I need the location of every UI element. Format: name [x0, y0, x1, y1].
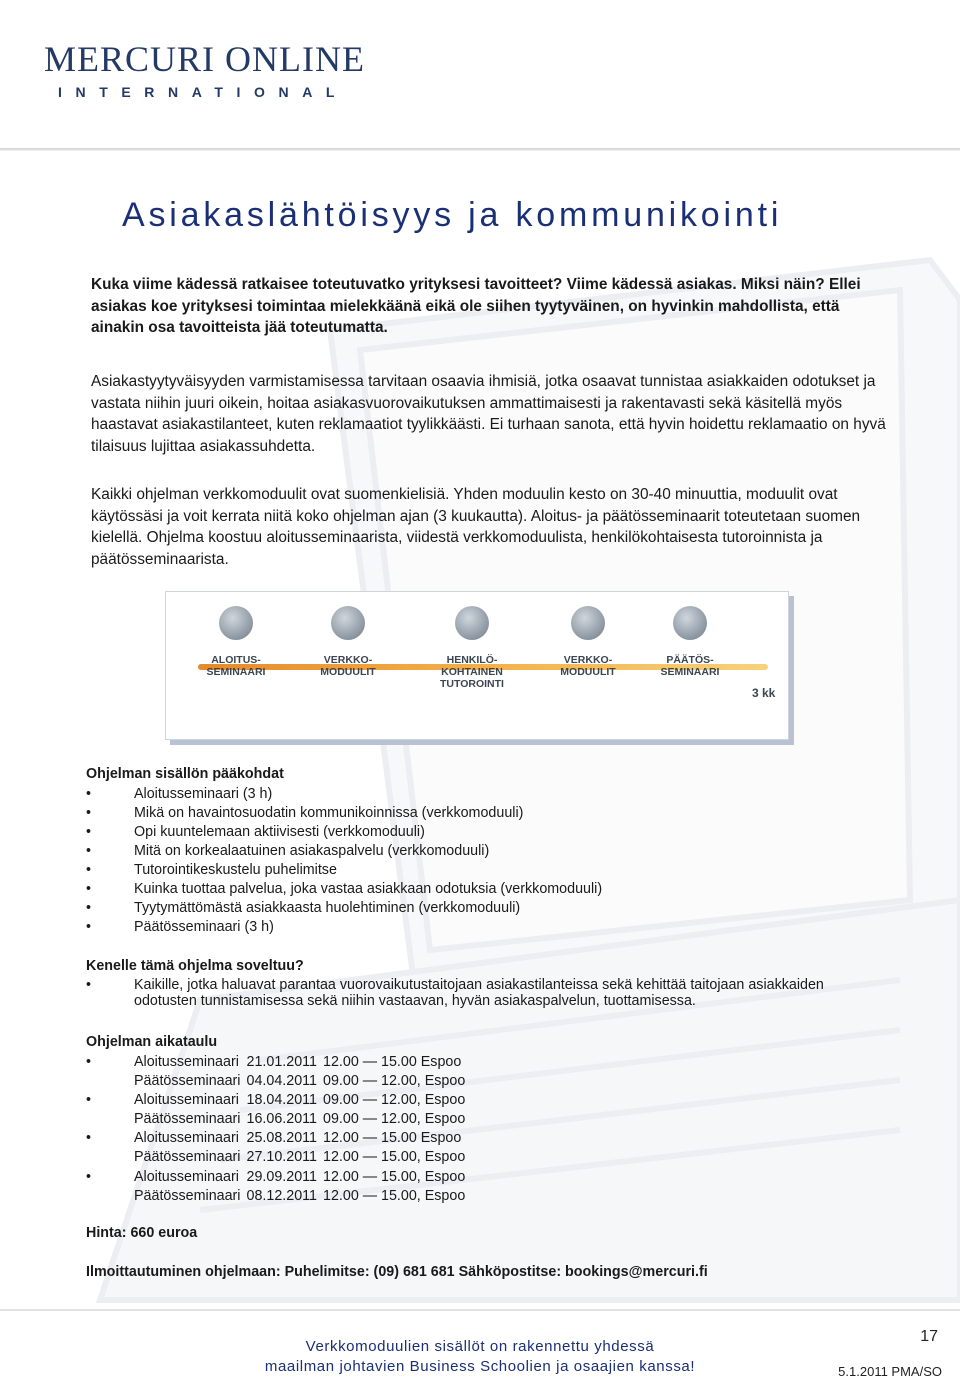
contents-heading: Ohjelman sisällön pääkohdat — [86, 766, 284, 782]
table-row: • Aloitusseminaari 18.04.2011 09.00 — 12.00, Espoo — [86, 1092, 466, 1109]
list-item: • Aloitusseminaari (3 h) — [86, 785, 602, 804]
audience-heading: Kenelle tämä ohjelma soveltuu? — [86, 958, 304, 974]
step-label: VERKKO- MODUULIT — [320, 654, 376, 678]
schedule-table — [86, 1053, 471, 1206]
step-verkkomoduulit-2 — [538, 606, 638, 678]
table-row: Päätösseminaari 16.06.2011 09.00 — 12.00, Espoo — [134, 1111, 466, 1128]
step-label: PÄÄTÖS- SEMINAARI — [660, 654, 720, 678]
list-item: • Kuinka tuottaa palvelua, joka vastaa asiakkaan odotuksia (verkkomoduuli) — [86, 880, 602, 899]
schedule-heading: Ohjelman aikataulu — [86, 1034, 218, 1050]
intro-paragraph: Kuka viime kädessä ratkaisee toteutuvatko yrityksesi tavoitteet? Viime kädessä asiakas. Miksi näin? Ellei asiakas koe yrityksesi toimintaa mielekkäänä eikä ole siihen tyytyväinen, on hyvinkin mahdollista, että ainakin osa tavoitteista jää toteutumatta. — [91, 276, 861, 336]
page-number: 17 — [920, 1328, 938, 1345]
list-item: • Päätösseminaari (3 h) — [86, 918, 602, 937]
contents-list — [86, 785, 602, 937]
list-item: • Tyytymättömästä asiakkaasta huolehtiminen (verkkomoduuli) — [86, 899, 602, 918]
step-verkkomoduulit-1 — [298, 606, 398, 678]
program-steps — [186, 606, 776, 716]
list-item: • Opi kuuntelemaan aktiivisesti (verkkomoduuli) — [86, 823, 602, 842]
list-item: • Mikä on havaintosuodatin kommunikoinnissa (verkkomoduuli) — [86, 804, 602, 823]
step-aloitusseminaari — [186, 606, 286, 678]
laptop-icon — [571, 606, 605, 640]
step-paatosseminaari — [640, 606, 740, 678]
table-row: • Aloitusseminaari 29.09.2011 12.00 — 15.00, Espoo — [86, 1168, 466, 1185]
webcam-icon — [455, 606, 489, 640]
table-row: Päätösseminaari 27.10.2011 12.00 — 15.00, Espoo — [134, 1149, 466, 1166]
footer-date: 5.1.2011 PMA/SO — [838, 1364, 942, 1379]
table-row: • Aloitusseminaari 25.08.2011 12.00 — 15.00 Espoo — [86, 1130, 462, 1147]
people-icon — [673, 606, 707, 640]
step-label: VERKKO- MODUULIT — [560, 654, 616, 678]
people-icon — [219, 606, 253, 640]
mercuri-logo — [44, 38, 374, 108]
page-title: Asiakaslähtöisyys ja kommunikointi — [122, 196, 783, 234]
audience-list — [86, 977, 866, 1009]
table-row: • Aloitusseminaari 21.01.2011 12.00 — 15.00 Espoo — [86, 1054, 462, 1070]
logo-main-text: MERCURI ONLINE — [44, 39, 365, 79]
program-diagram — [165, 591, 789, 740]
modules-paragraph: Kaikki ohjelman verkkomoduulit ovat suomenkielisiä. Yhden moduulin kesto on 30-40 minuuttia, moduulit ovat käytössäsi ja voit kerrata niitä koko ohjelman ajan (3 kuukautta). Aloitus- ja päätösseminaarit toteutetaan suomen kielellä. Ohjelma koostuu aloitusseminaarista, viidestä verkkomoduulista, henkilökohtaisesta tutoroinnista ja päätösseminaarista. — [91, 486, 861, 568]
duration-label: 3 kk — [752, 686, 776, 700]
registration-text: Ilmoittautuminen ohjelmaan: Puhelimitse: (09) 681 681 Sähköpostitse: bookings@mercuri.fi — [86, 1264, 708, 1280]
table-row: Päätösseminaari 08.12.2011 12.00 — 15.00, Espoo — [134, 1187, 466, 1204]
step-label: HENKILÖ- KOHTAINEN TUTOROINTI — [440, 654, 504, 690]
list-item: • Tutorointikeskustelu puhelimitse — [86, 861, 602, 880]
price-text: Hinta: 660 euroa — [86, 1225, 198, 1241]
footer-divider — [0, 1309, 960, 1311]
header-divider — [0, 148, 960, 151]
satisfaction-paragraph: Asiakastyytyväisyyden varmistamisessa tarvitaan osaavia ihmisiä, jotka osaavat tunnistaa asiakkaiden odotukset ja vastata niihin juuri oikein, hoitaa asiakasvuorovaikutuksen ammattimaisesti ja rakentavasti sekä käsitellä myös haastavat asiakastilanteet, kuten reklamaatiot tyylikkäästi. Ei turhaan sanota, että hyvin hoidettu reklamaatio on hyvä tilaisuus lujittaa asiakassuhdetta. — [91, 373, 886, 455]
footer-line-1: Verkkomoduulien sisällöt on rakennettu yhdessä — [305, 1338, 655, 1355]
logo-sub-text: INTERNATIONAL — [58, 84, 349, 100]
step-label: ALOITUS- SEMINAARI — [206, 654, 266, 678]
list-item: • Kaikille, jotka haluavat parantaa vuorovaikutustaitojaan asiakastilanteissa sekä kehittää taitojaan asiakkaiden odotusten tunnistamisessa sekä niihin vastaavan, hyvän asiakaspalvelun, tuottamisessa. — [86, 977, 866, 1009]
table-row: Päätösseminaari 04.04.2011 09.00 — 12.00, Espoo — [134, 1073, 466, 1090]
list-item: • Mitä on korkealaatuinen asiakaspalvelu (verkkomoduuli) — [86, 842, 602, 861]
step-tutorointi — [422, 606, 522, 690]
footer-line-2: maailman johtavien Business Schoolien ja osaajien kanssa! — [264, 1358, 696, 1375]
laptop-icon — [331, 606, 365, 640]
